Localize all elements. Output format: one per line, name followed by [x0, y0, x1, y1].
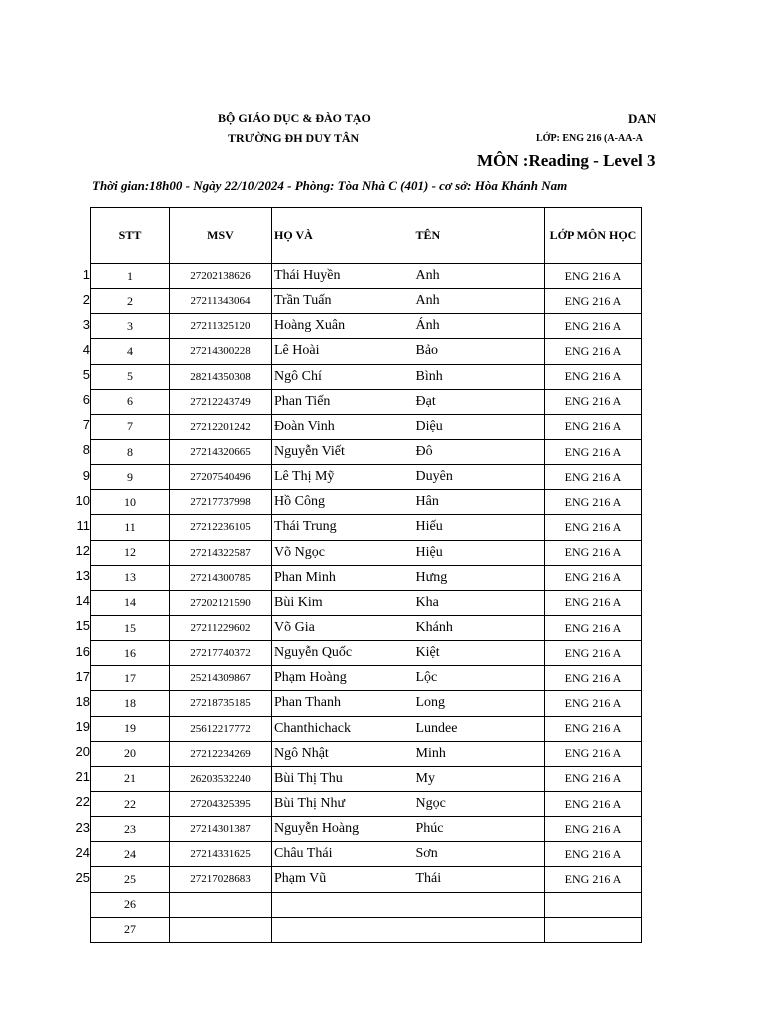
last-name-cell: Bùi Thị Thu — [272, 766, 416, 791]
last-name-cell: Châu Thái — [272, 842, 416, 867]
table-row — [91, 439, 642, 464]
first-name-cell: Kiệt — [416, 641, 545, 666]
class-code: LỚP: ENG 216 (A-AA-A — [536, 133, 643, 144]
last-name-cell: Phạm Vũ — [272, 867, 416, 892]
msv-cell: 27202138626 — [170, 264, 272, 289]
table-row — [91, 540, 642, 565]
msv-cell: 27204325395 — [170, 791, 272, 816]
table-row — [91, 867, 642, 892]
first-name-cell: Anh — [416, 289, 545, 314]
class-cell: ENG 216 A — [545, 565, 642, 590]
class-cell: ENG 216 A — [545, 791, 642, 816]
last-name-cell: Trần Tuấn — [272, 289, 416, 314]
stt-cell: 25 — [91, 867, 170, 892]
last-name-cell: Bùi Thị Như — [272, 791, 416, 816]
first-name-cell: Hiệu — [416, 540, 545, 565]
last-name-cell: Phạm Hoàng — [272, 666, 416, 691]
msv-cell: 27211343064 — [170, 289, 272, 314]
student-roster-table — [90, 207, 642, 943]
first-name-cell: Phúc — [416, 817, 545, 842]
class-cell: ENG 216 A — [545, 389, 642, 414]
stt-cell: 11 — [91, 515, 170, 540]
last-name-cell: Thái Trung — [272, 515, 416, 540]
table-row — [91, 716, 642, 741]
table-row — [91, 666, 642, 691]
msv-cell: 27212201242 — [170, 414, 272, 439]
stt-cell: 13 — [91, 565, 170, 590]
first-name-cell: Lundee — [416, 716, 545, 741]
row-number: 4 — [82, 341, 90, 357]
msv-cell: 27214320665 — [170, 439, 272, 464]
exam-info: Thời gian:18h00 - Ngày 22/10/2024 - Phòng: Tòa Nhà C (401) - cơ sở: Hòa Khánh Nam — [92, 178, 568, 193]
last-name-cell: Phan Thanh — [272, 691, 416, 716]
table-row — [91, 389, 642, 414]
table-body — [91, 264, 642, 943]
class-cell — [545, 892, 642, 917]
msv-cell: 27217737998 — [170, 490, 272, 515]
last-name-cell: Hồ Công — [272, 490, 416, 515]
class-cell: ENG 216 A — [545, 540, 642, 565]
msv-cell: 27214301387 — [170, 817, 272, 842]
class-cell: ENG 216 A — [545, 867, 642, 892]
first-name-cell: Lộc — [416, 666, 545, 691]
first-name-cell: Ngọc — [416, 791, 545, 816]
row-number: 12 — [75, 543, 90, 559]
class-cell: ENG 216 A — [545, 741, 642, 766]
table-row — [91, 289, 642, 314]
table-row — [91, 515, 642, 540]
first-name-cell: Hưng — [416, 565, 545, 590]
msv-cell: 28214350308 — [170, 364, 272, 389]
stt-cell: 7 — [91, 414, 170, 439]
row-number: 14 — [75, 593, 90, 609]
row-number: 5 — [82, 367, 90, 383]
last-name-cell: Lê Hoài — [272, 339, 416, 364]
row-number: 23 — [75, 819, 90, 835]
column-header-ten: TÊN — [416, 208, 545, 264]
stt-cell: 5 — [91, 364, 170, 389]
row-number: 25 — [75, 869, 90, 885]
stt-cell: 14 — [91, 590, 170, 615]
row-number: 17 — [75, 668, 90, 684]
first-name-cell: Khánh — [416, 615, 545, 640]
row-number: 8 — [82, 442, 90, 458]
msv-cell: 27211325120 — [170, 314, 272, 339]
stt-cell: 19 — [91, 716, 170, 741]
first-name-cell: Đô — [416, 439, 545, 464]
stt-cell: 1 — [91, 264, 170, 289]
column-header-ho: HỌ VÀ — [272, 208, 416, 264]
last-name-cell: Võ Gia — [272, 615, 416, 640]
stt-cell: 17 — [91, 666, 170, 691]
last-name-cell — [272, 917, 416, 942]
table-row — [91, 817, 642, 842]
table-row — [91, 490, 642, 515]
class-cell: ENG 216 A — [545, 264, 642, 289]
class-cell: ENG 216 A — [545, 515, 642, 540]
class-cell: ENG 216 A — [545, 666, 642, 691]
table-row — [91, 741, 642, 766]
first-name-cell: Kha — [416, 590, 545, 615]
first-name-cell: My — [416, 766, 545, 791]
first-name-cell: Duyên — [416, 465, 545, 490]
class-cell: ENG 216 A — [545, 842, 642, 867]
class-cell — [545, 917, 642, 942]
class-cell: ENG 216 A — [545, 817, 642, 842]
msv-cell: 27212234269 — [170, 741, 272, 766]
stt-cell: 10 — [91, 490, 170, 515]
last-name-cell: Nguyễn Hoàng — [272, 817, 416, 842]
stt-cell: 16 — [91, 641, 170, 666]
row-number: 19 — [75, 719, 90, 735]
first-name-cell: Anh — [416, 264, 545, 289]
msv-cell: 27212236105 — [170, 515, 272, 540]
table-row — [91, 917, 642, 942]
row-number: 18 — [75, 693, 90, 709]
row-number: 22 — [75, 794, 90, 810]
row-number: 1 — [82, 266, 90, 282]
document-title: DAN — [628, 111, 657, 126]
table-row — [91, 414, 642, 439]
row-number: 21 — [75, 769, 90, 785]
last-name-cell: Nguyễn Quốc — [272, 641, 416, 666]
row-number: 10 — [75, 492, 90, 508]
row-number: 9 — [82, 467, 90, 483]
stt-cell: 21 — [91, 766, 170, 791]
stt-cell: 8 — [91, 439, 170, 464]
first-name-cell: Thái — [416, 867, 545, 892]
last-name-cell: Phan Tiến — [272, 389, 416, 414]
table-row — [91, 892, 642, 917]
stt-cell: 9 — [91, 465, 170, 490]
last-name-cell — [272, 892, 416, 917]
table-row — [91, 766, 642, 791]
row-number: 16 — [75, 643, 90, 659]
stt-cell: 4 — [91, 339, 170, 364]
stt-cell: 15 — [91, 615, 170, 640]
ministry-name: BỘ GIÁO DỤC & ĐÀO TẠO — [218, 111, 371, 125]
class-cell: ENG 216 A — [545, 766, 642, 791]
class-cell: ENG 216 A — [545, 414, 642, 439]
class-cell: ENG 216 A — [545, 641, 642, 666]
stt-cell: 2 — [91, 289, 170, 314]
last-name-cell: Nguyễn Viết — [272, 439, 416, 464]
table-row — [91, 590, 642, 615]
class-cell: ENG 216 A — [545, 339, 642, 364]
row-number: 15 — [75, 618, 90, 634]
msv-cell — [170, 892, 272, 917]
msv-cell: 27214331625 — [170, 842, 272, 867]
stt-cell: 27 — [91, 917, 170, 942]
class-cell: ENG 216 A — [545, 490, 642, 515]
last-name-cell: Chanthichack — [272, 716, 416, 741]
class-cell: ENG 216 A — [545, 364, 642, 389]
first-name-cell: Ánh — [416, 314, 545, 339]
msv-cell: 26203532240 — [170, 766, 272, 791]
stt-cell: 12 — [91, 540, 170, 565]
column-header-msv: MSV — [170, 208, 272, 264]
university-name: TRƯỜNG ĐH DUY TÂN — [228, 131, 360, 145]
row-number: 6 — [82, 392, 90, 408]
table-row — [91, 641, 642, 666]
row-number: 20 — [75, 744, 90, 760]
stt-cell: 26 — [91, 892, 170, 917]
class-cell: ENG 216 A — [545, 465, 642, 490]
stt-cell: 20 — [91, 741, 170, 766]
msv-cell: 27214300785 — [170, 565, 272, 590]
stt-cell: 24 — [91, 842, 170, 867]
table-header-row — [91, 208, 642, 264]
last-name-cell: Võ Ngọc — [272, 540, 416, 565]
column-header-lop: LỚP MÔN HỌC — [545, 208, 642, 264]
msv-cell: 27217028683 — [170, 867, 272, 892]
class-cell: ENG 216 A — [545, 590, 642, 615]
last-name-cell: Đoàn Vinh — [272, 414, 416, 439]
first-name-cell — [416, 917, 545, 942]
last-name-cell: Hoàng Xuân — [272, 314, 416, 339]
stt-cell: 23 — [91, 817, 170, 842]
last-name-cell: Lê Thị Mỹ — [272, 465, 416, 490]
msv-cell: 27217740372 — [170, 641, 272, 666]
first-name-cell — [416, 892, 545, 917]
first-name-cell: Đạt — [416, 389, 545, 414]
msv-cell: 27214300228 — [170, 339, 272, 364]
first-name-cell: Hân — [416, 490, 545, 515]
first-name-cell: Hiếu — [416, 515, 545, 540]
stt-cell: 3 — [91, 314, 170, 339]
first-name-cell: Long — [416, 691, 545, 716]
class-cell: ENG 216 A — [545, 289, 642, 314]
table-row — [91, 842, 642, 867]
table-row — [91, 615, 642, 640]
last-name-cell: Thái Huyền — [272, 264, 416, 289]
last-name-cell: Ngô Chí — [272, 364, 416, 389]
msv-cell: 25612217772 — [170, 716, 272, 741]
msv-cell: 27207540496 — [170, 465, 272, 490]
stt-cell: 6 — [91, 389, 170, 414]
table-row — [91, 364, 642, 389]
first-name-cell: Bình — [416, 364, 545, 389]
table-row — [91, 791, 642, 816]
first-name-cell: Diệu — [416, 414, 545, 439]
class-cell: ENG 216 A — [545, 716, 642, 741]
row-number: 7 — [82, 417, 90, 433]
class-cell: ENG 216 A — [545, 691, 642, 716]
first-name-cell: Minh — [416, 741, 545, 766]
msv-cell: 27218735185 — [170, 691, 272, 716]
table-row — [91, 565, 642, 590]
subject-title: MÔN :Reading - Level 3 — [477, 151, 656, 170]
table-row — [91, 314, 642, 339]
msv-cell: 27214322587 — [170, 540, 272, 565]
row-number: 24 — [75, 844, 90, 860]
class-cell: ENG 216 A — [545, 314, 642, 339]
table-row — [91, 691, 642, 716]
table-row — [91, 264, 642, 289]
msv-cell: 27212243749 — [170, 389, 272, 414]
column-header-stt: STT — [91, 208, 170, 264]
table-row — [91, 339, 642, 364]
row-number: 2 — [82, 291, 90, 307]
last-name-cell: Ngô Nhật — [272, 741, 416, 766]
class-cell: ENG 216 A — [545, 439, 642, 464]
first-name-cell: Bảo — [416, 339, 545, 364]
last-name-cell: Bùi Kim — [272, 590, 416, 615]
row-number: 3 — [82, 316, 90, 332]
msv-cell — [170, 917, 272, 942]
msv-cell: 27202121590 — [170, 590, 272, 615]
row-number: 13 — [75, 568, 90, 584]
last-name-cell: Phan Minh — [272, 565, 416, 590]
first-name-cell: Sơn — [416, 842, 545, 867]
stt-cell: 22 — [91, 791, 170, 816]
stt-cell: 18 — [91, 691, 170, 716]
msv-cell: 27211229602 — [170, 615, 272, 640]
row-number: 11 — [76, 517, 90, 533]
class-cell: ENG 216 A — [545, 615, 642, 640]
msv-cell: 25214309867 — [170, 666, 272, 691]
table-row — [91, 465, 642, 490]
